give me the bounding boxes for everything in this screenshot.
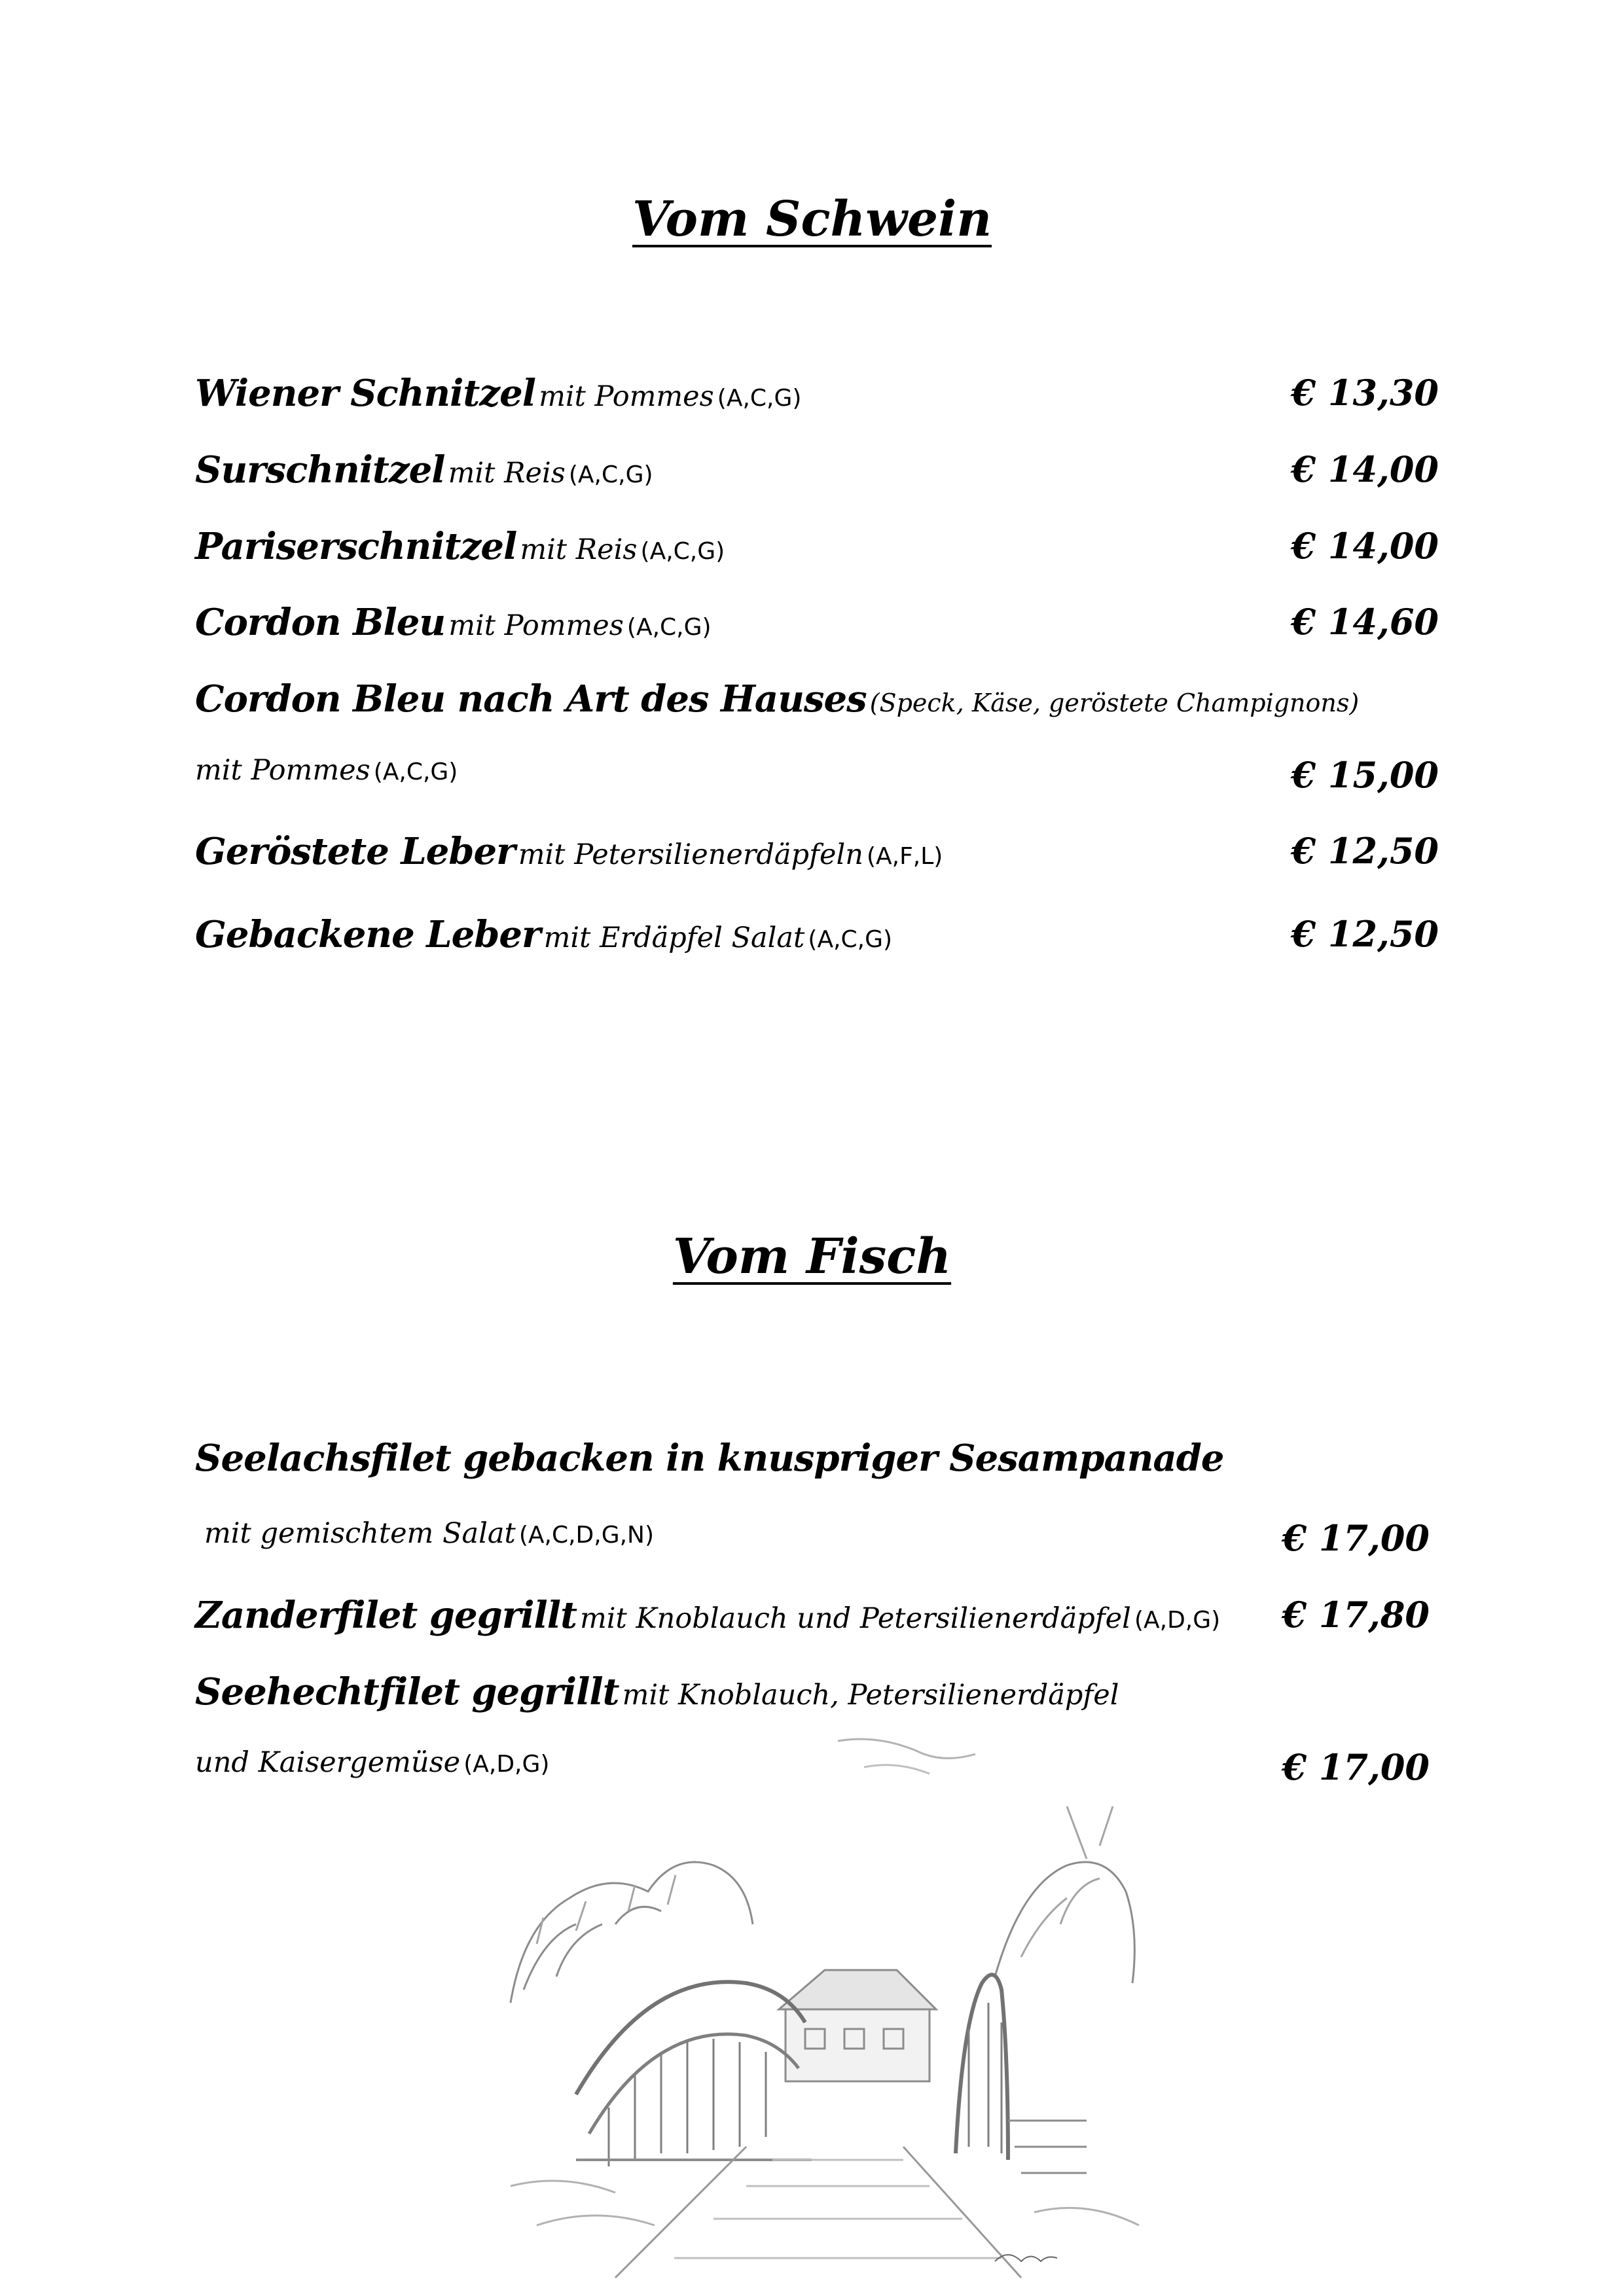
item-desc: mit Knoblauch und Petersilienerdäpfel (580, 1602, 1131, 1635)
item-price: € 15,00 (1291, 754, 1439, 796)
menu-item (195, 525, 1439, 577)
item-allergens: (A,C,G) (808, 926, 893, 953)
item-price: € 12,50 (1291, 913, 1439, 955)
item-name: Seehechtfilet gegrillt (195, 1670, 619, 1713)
item-allergens: (A,C,D,G,N) (518, 1522, 655, 1549)
item-desc: mit Pommes (539, 380, 714, 413)
item-price: € 12,50 (1291, 830, 1439, 872)
item-price: € 17,00 (1282, 1746, 1430, 1788)
item-allergens: (A,D,G) (1134, 1607, 1221, 1634)
item-name: Pariserschnitzel (195, 525, 517, 568)
item-allergens: (A,C,G) (626, 614, 712, 641)
item-note: (Speck, Käse, geröstete Champignons) (869, 689, 1360, 717)
item-desc: mit Pommes (448, 609, 624, 642)
item-price: € 14,60 (1291, 601, 1439, 643)
item-price: € 14,00 (1291, 448, 1439, 490)
item-name: Surschnitzel (195, 448, 445, 492)
section-title-schwein: Vom Schwein (632, 191, 992, 247)
item-desc: mit Knoblauch, Petersilienerdäpfel (622, 1679, 1119, 1712)
item-name: Geröstete Leber (195, 830, 515, 873)
item-name: Gebackene Leber (195, 913, 541, 956)
menu-item (195, 372, 1439, 424)
item-desc: mit Erdäpfel Salat (543, 922, 805, 954)
item-desc: mit Pommes (195, 754, 370, 787)
menu-item-continuation (195, 754, 1439, 806)
menu-item-continuation (204, 1517, 1430, 1570)
item-price: € 17,00 (1282, 1517, 1430, 1559)
menu-item (195, 830, 1439, 882)
item-price: € 14,00 (1291, 525, 1439, 567)
item-allergens: (A,F,L) (866, 843, 943, 870)
item-allergens: (A,C,G) (373, 759, 458, 785)
item-desc: mit Reis (448, 457, 566, 490)
item-desc: mit gemischtem Salat (204, 1517, 516, 1550)
bridge-sketch-illustration (497, 1728, 1152, 2291)
menu-item (195, 1437, 1439, 1489)
item-price: € 17,80 (1282, 1594, 1430, 1636)
item-allergens: (A,C,G) (717, 385, 802, 412)
item-price: € 13,30 (1291, 372, 1439, 414)
menu-item (195, 601, 1439, 653)
menu-item (195, 913, 1439, 965)
item-name: Cordon Bleu nach Art des Hauses (195, 677, 867, 721)
item-desc: mit Petersilienerdäpfeln (518, 838, 863, 871)
item-name: Zanderfilet gegrillt (195, 1594, 577, 1637)
item-allergens: (A,C,G) (568, 461, 653, 488)
item-name: Wiener Schnitzel (195, 372, 535, 415)
menu-item (195, 1594, 1430, 1646)
item-name: Seelachsfilet gebacken in knuspriger Sesampanade (195, 1437, 1224, 1480)
section-title-fisch: Vom Fisch (672, 1229, 952, 1285)
item-allergens: (A,D,G) (463, 1751, 550, 1778)
menu-item (195, 677, 1439, 730)
item-desc: mit Reis (520, 533, 638, 566)
menu-item (195, 1670, 1439, 1723)
menu-item (195, 448, 1439, 501)
item-allergens: (A,C,G) (640, 538, 725, 565)
item-name: Cordon Bleu (195, 601, 446, 644)
item-desc: und Kaisergemüse (195, 1746, 461, 1779)
